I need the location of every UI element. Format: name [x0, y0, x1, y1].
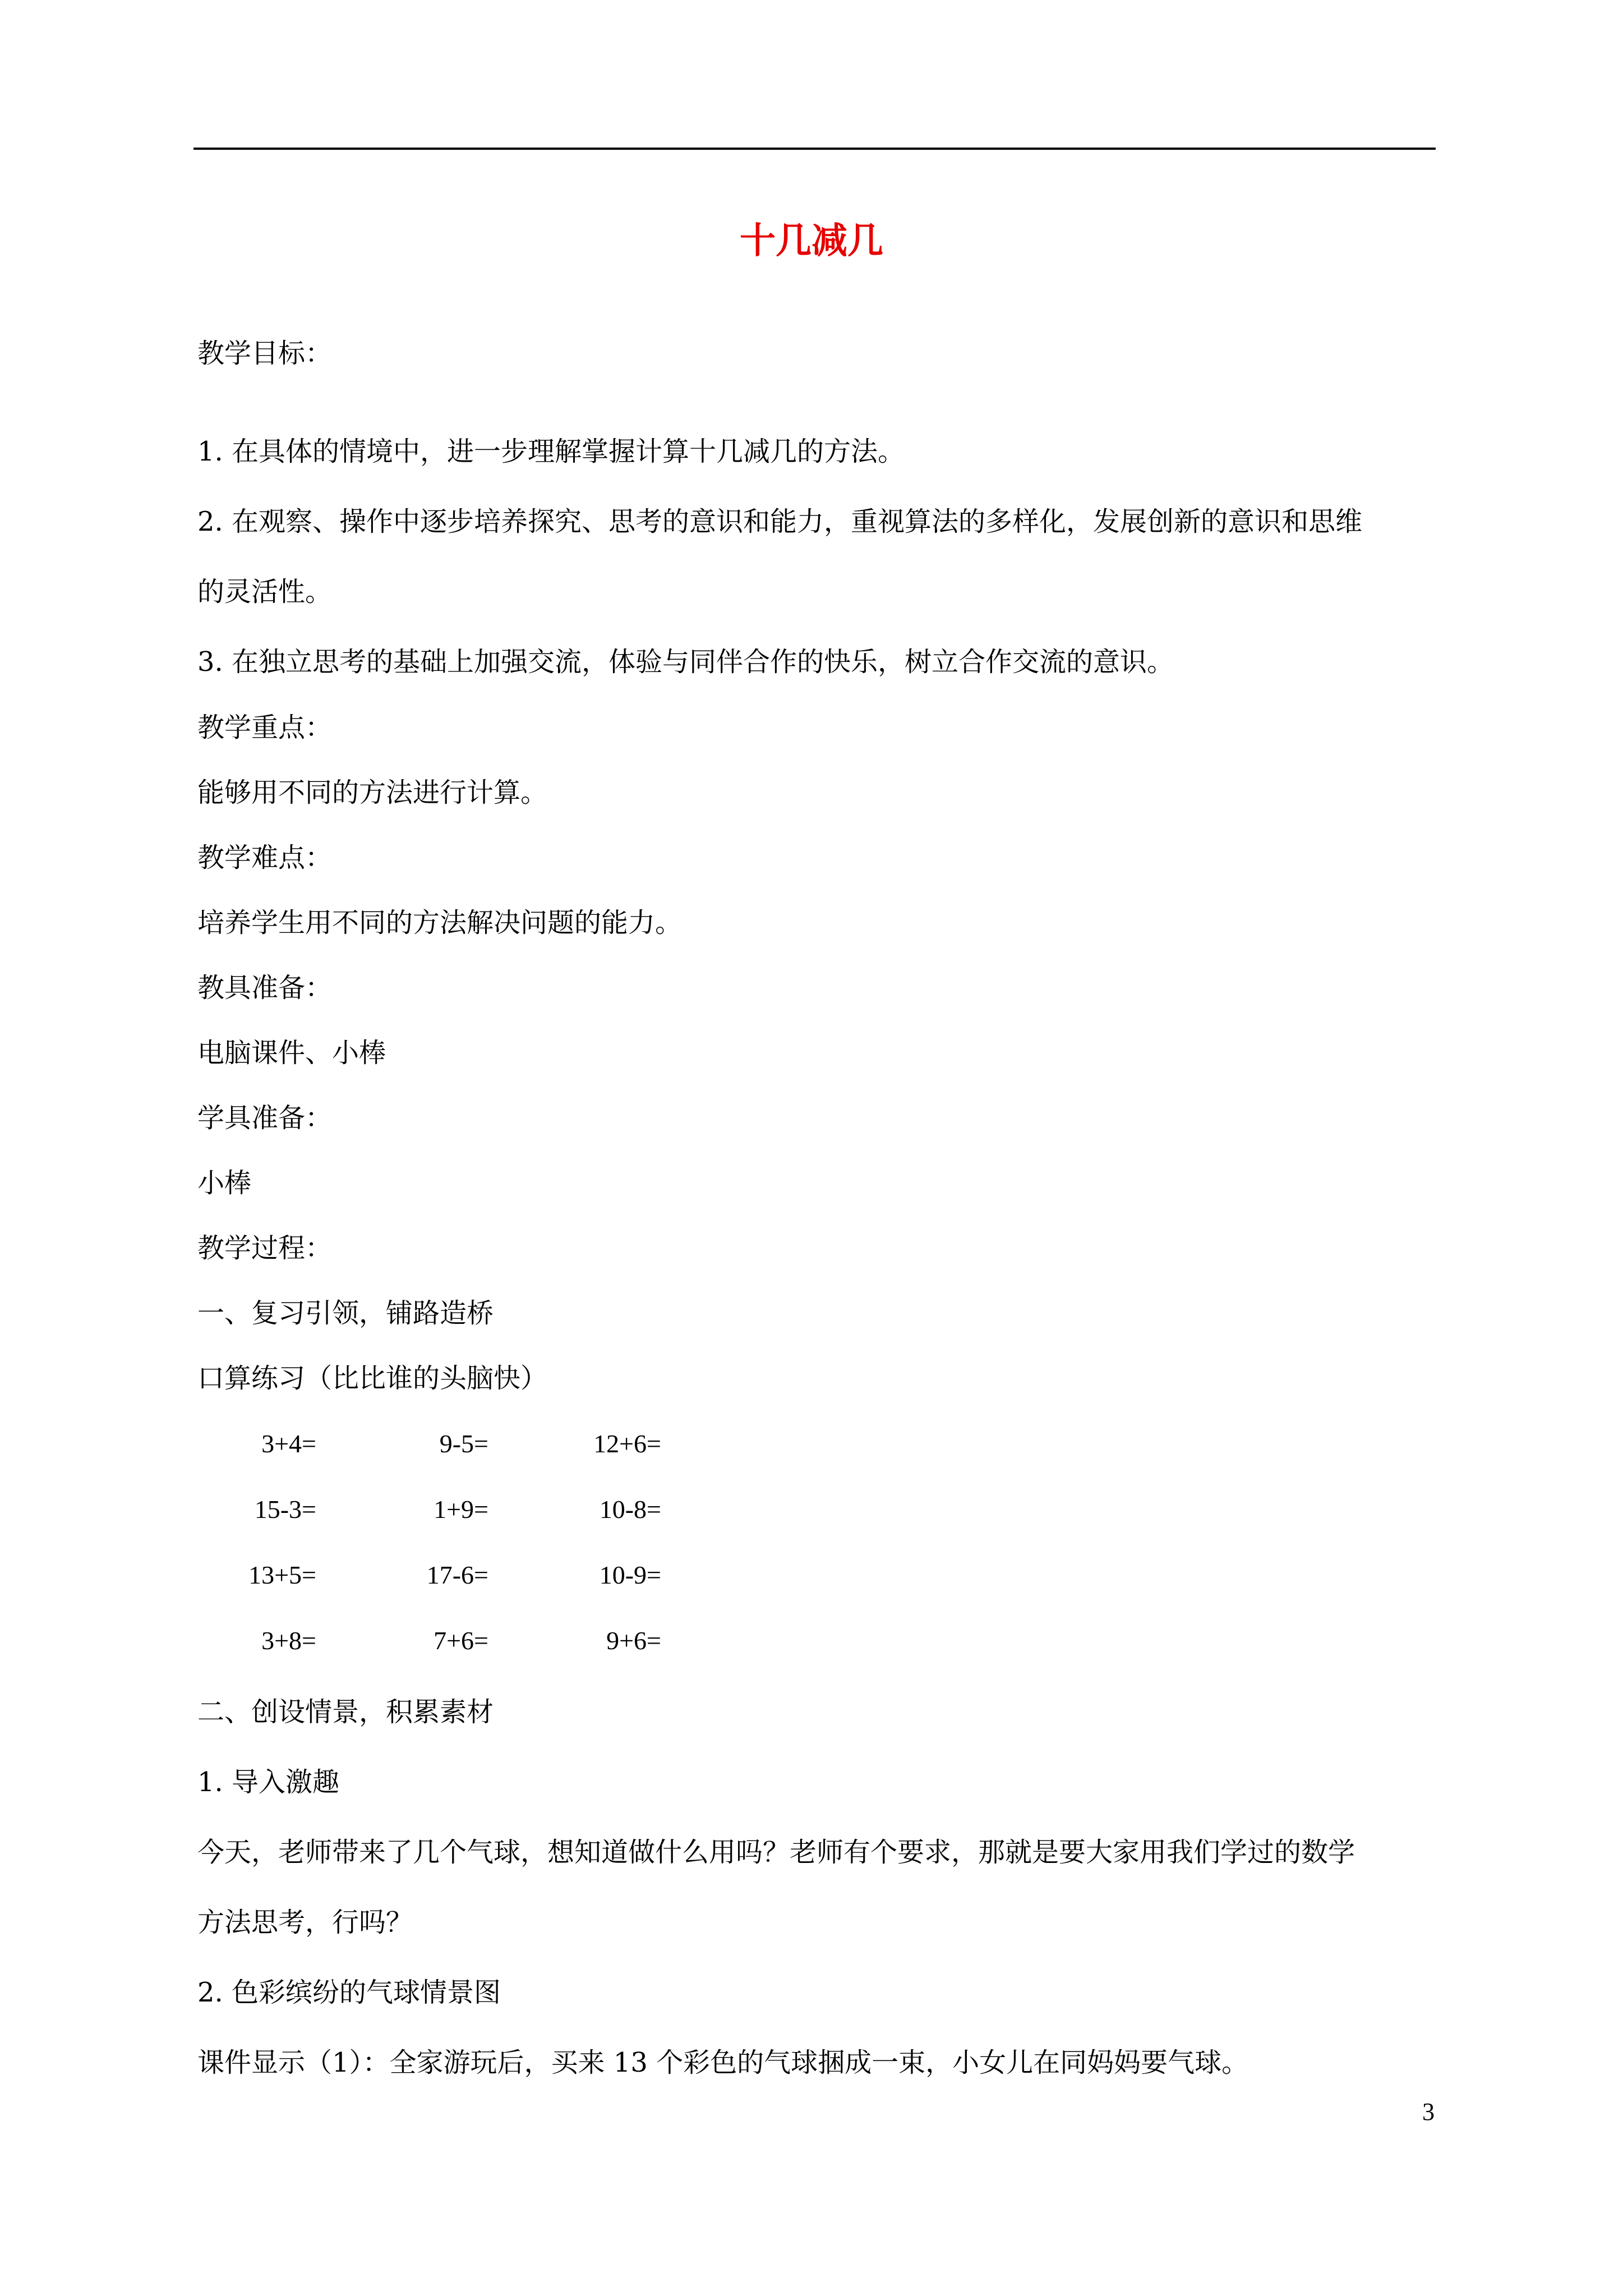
calc-item: 9-5=	[439, 1429, 488, 1458]
calc-item: 9+6=	[606, 1626, 661, 1655]
teacher-materials-text: 电脑课件、小棒	[197, 1037, 386, 1069]
calc-item: 7+6=	[434, 1626, 488, 1655]
calc-item: 10-8=	[599, 1495, 661, 1524]
goal-3: 3. 在独立思考的基础上加强交流，体验与同伴合作的快乐，树立合作交流的意识。	[197, 646, 1174, 678]
heading-teacher-materials: 教具准备：	[197, 972, 333, 1004]
intro-paragraph: 今天，老师带来了几个气球，想知道做什么用吗？老师有个要求，那就是要大家用我们学过的数学	[197, 1837, 1355, 1868]
calc-item: 3+8=	[261, 1626, 316, 1655]
student-materials-text: 小棒	[197, 1167, 252, 1199]
difficulty-text: 培养学生用不同的方法解决问题的能力。	[197, 907, 683, 938]
calc-item: 17-6=	[426, 1561, 488, 1589]
header-rule	[193, 148, 1436, 150]
courseware-display-text: 课件显示（1）：全家游玩后，买来 13 个彩色的气球捆成一束，小女儿在同妈妈要气球。	[197, 2047, 1249, 2078]
section-2-heading: 二、创设情景，积累素材	[197, 1696, 494, 1728]
key-point-text: 能够用不同的方法进行计算。	[197, 777, 548, 808]
document-title: 十几减几	[740, 220, 883, 262]
calc-item: 13+5=	[248, 1561, 316, 1589]
calc-item: 3+4=	[261, 1429, 316, 1458]
goal-2: 2. 在观察、操作中逐步培养探究、思考的意识和能力，重视算法的多样化，发展创新的意识和思维	[197, 506, 1363, 537]
heading-teaching-goals: 教学目标：	[197, 338, 333, 369]
section-1-heading: 一、复习引领，铺路造桥	[197, 1297, 494, 1329]
heading-key-point: 教学重点：	[197, 712, 333, 743]
goal-2-continued: 的灵活性。	[197, 576, 333, 608]
calc-item: 15-3=	[254, 1495, 316, 1524]
calc-item: 10-9=	[599, 1561, 661, 1589]
calc-item: 1+9=	[434, 1495, 488, 1524]
heading-difficulty: 教学难点：	[197, 842, 333, 873]
heading-student-materials: 学具准备：	[197, 1102, 333, 1134]
step-1-heading: 1. 导入激趣	[197, 1766, 340, 1798]
page-number: 3	[1422, 2098, 1435, 2125]
calc-item: 12+6=	[593, 1429, 661, 1458]
goal-1: 1. 在具体的情境中，进一步理解掌握计算十几减几的方法。	[197, 436, 905, 467]
oral-practice-label: 口算练习（比比谁的头脑快）	[197, 1363, 548, 1394]
heading-teaching-process: 教学过程：	[197, 1232, 333, 1264]
step-2-heading: 2. 色彩缤纷的气球情景图	[197, 1977, 501, 2008]
intro-paragraph-continued: 方法思考，行吗？	[197, 1907, 413, 1938]
